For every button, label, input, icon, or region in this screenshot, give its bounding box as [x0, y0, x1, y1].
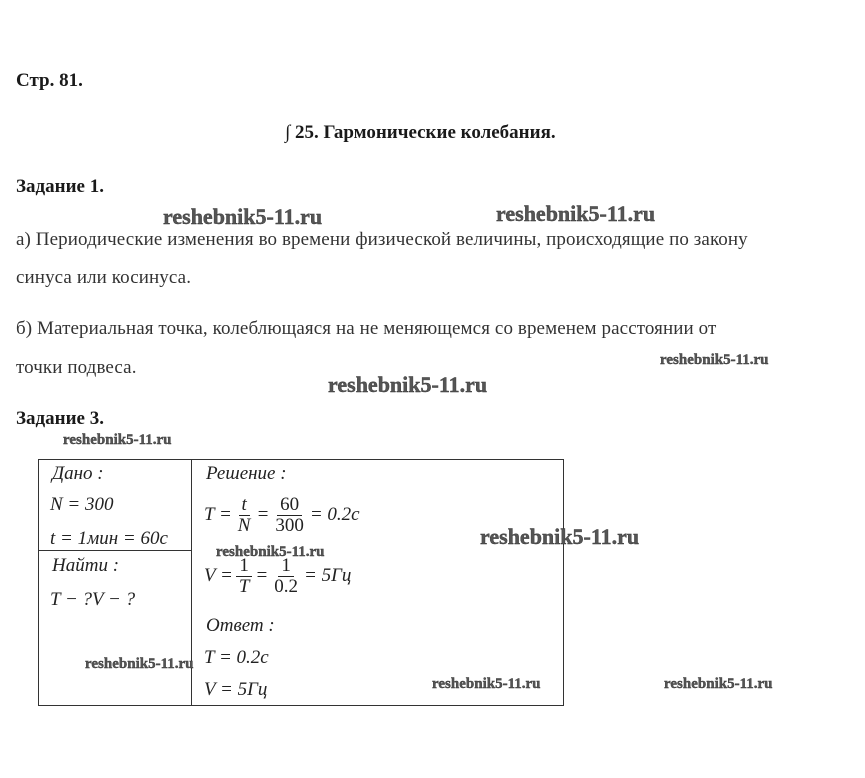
- watermark-text: reshebnik5-11.ru: [216, 544, 325, 560]
- freq-result: = 5Гц: [304, 565, 352, 587]
- watermark-text: reshebnik5-11.ru: [660, 352, 769, 368]
- period-frac2-numerator: 60: [277, 495, 302, 516]
- period-frac1-numerator: t: [239, 495, 250, 516]
- freq-frac1-numerator: 1: [236, 556, 252, 577]
- period-fraction-values: [272, 495, 307, 536]
- period-lhs: T =: [204, 504, 232, 526]
- freq-lhs: V =: [204, 565, 233, 587]
- freq-frac1-denominator: T: [238, 575, 250, 597]
- watermark-text: reshebnik5-11.ru: [85, 656, 194, 672]
- freq-fraction-values: [271, 556, 301, 597]
- task1-answer-b-line1: б) Материальная точка, колеблющаяся на не меняющемся со временем расстоянии от: [16, 318, 717, 339]
- solution-label: Решение :: [206, 463, 287, 484]
- given-label: Дано :: [52, 463, 104, 484]
- task1-heading: Задание 1.: [16, 176, 104, 197]
- freq-equals: =: [255, 565, 269, 587]
- task1-answer-a-line1: а) Периодические изменения во времени физической величины, происходящие по закону: [16, 229, 748, 250]
- page-reference: Стр. 81.: [16, 70, 83, 91]
- freq-frac2-denominator: 0.2: [274, 575, 298, 597]
- watermark-text: reshebnik5-11.ru: [480, 524, 640, 549]
- find-label: Найти :: [52, 555, 120, 576]
- freq-fraction-one-over-t: [236, 556, 253, 597]
- watermark-text: reshebnik5-11.ru: [63, 432, 172, 448]
- answer-frequency: V = 5Гц: [204, 679, 268, 700]
- given-line-time: t = 1мин = 60с: [50, 528, 168, 549]
- section-title: ∫ 25. Гармонические колебания.: [285, 122, 556, 143]
- freq-frac2-numerator: 1: [278, 556, 294, 577]
- frequency-formula: [204, 556, 351, 597]
- period-equals: =: [256, 504, 270, 526]
- find-line: T − ?V − ?: [50, 589, 136, 610]
- period-frac2-denominator: 300: [275, 514, 304, 536]
- watermark-text: reshebnik5-11.ru: [432, 676, 541, 692]
- task1-answer-a-line2: синуса или косинуса.: [16, 267, 192, 288]
- task3-heading: Задание 3.: [16, 408, 104, 429]
- period-result: = 0.2с: [309, 504, 360, 526]
- answer-period: T = 0.2с: [204, 647, 269, 668]
- period-formula: [204, 495, 360, 536]
- given-line-count: N = 300: [50, 494, 114, 515]
- watermark-text: reshebnik5-11.ru: [163, 204, 323, 229]
- watermark-text: reshebnik5-11.ru: [496, 201, 656, 226]
- answer-label: Ответ :: [206, 615, 275, 636]
- task1-answer-b-line2: точки подвеса.: [16, 357, 137, 378]
- period-frac1-denominator: N: [237, 514, 251, 536]
- period-fraction-t-over-n: [235, 495, 254, 536]
- watermark-text: reshebnik5-11.ru: [328, 372, 488, 397]
- table-given-find-divider: [38, 550, 192, 551]
- watermark-text: reshebnik5-11.ru: [664, 676, 773, 692]
